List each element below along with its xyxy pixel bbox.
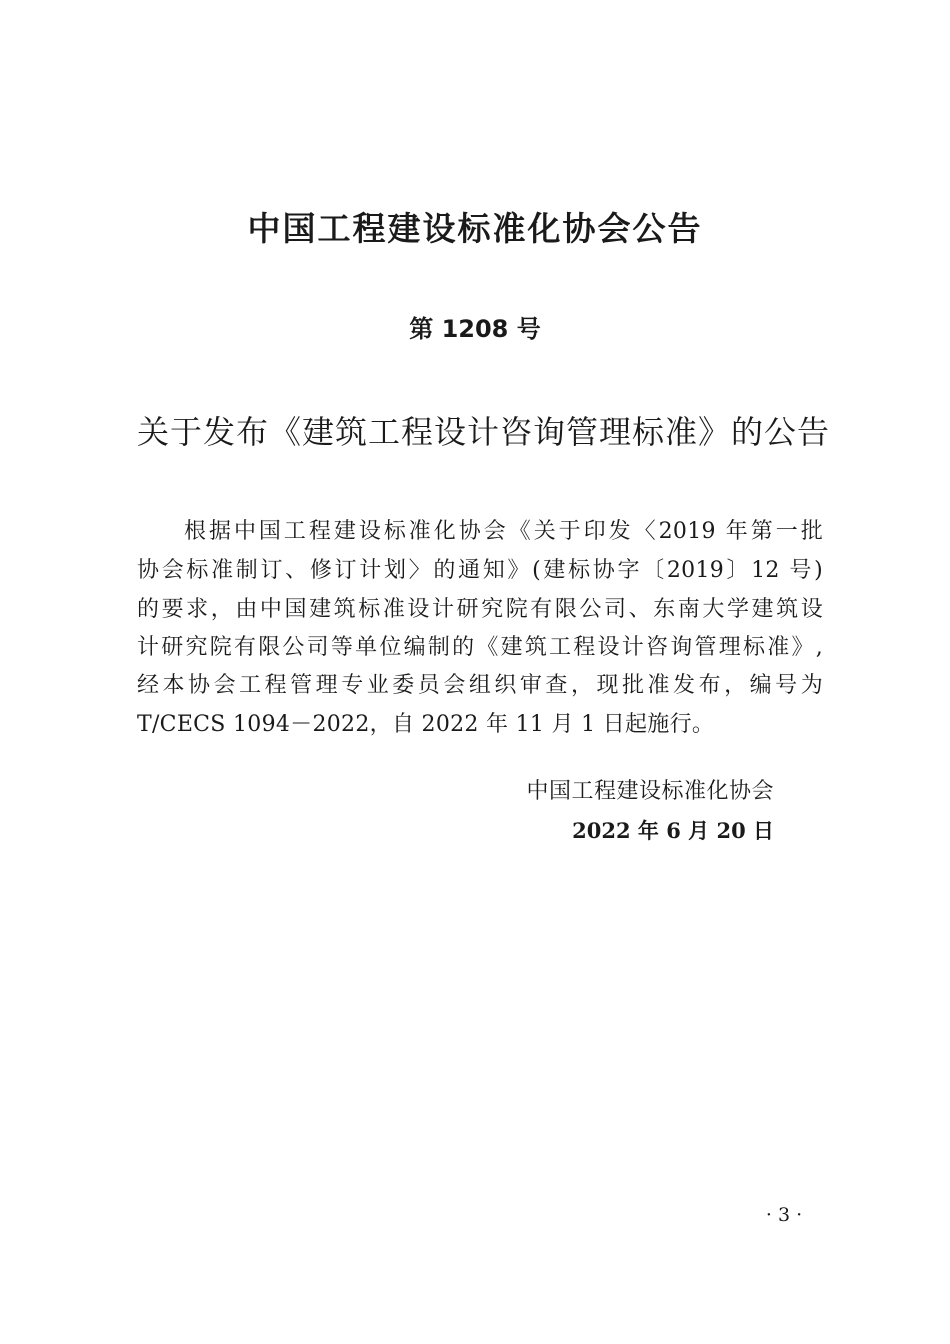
body-line: 经本协会工程管理专业委员会组织审查，现批准发布，编号为 (137, 673, 823, 698)
notice-subject: 关于发布《建筑工程设计咨询管理标准》的公告 (137, 413, 831, 451)
signature-date: 2022 年 6 月 20 日 (572, 818, 774, 843)
body-line: 根据中国工程建设标准化协会《关于印发〈2019 年第一批 (184, 519, 823, 544)
body-line: 的要求，由中国建筑标准设计研究院有限公司、东南大学建筑设 (137, 597, 823, 622)
body-line: 协会标准制订、修订计划〉的通知》(建标协字〔2019〕12 号) (137, 558, 823, 583)
signature-org: 中国工程建设标准化协会 (526, 779, 774, 804)
body-line: T/CECS 1094－2022，自 2022 年 11 月 1 日起施行。 (137, 712, 715, 737)
page-number: · 3 · (765, 1204, 803, 1226)
org-title: 中国工程建设标准化协会公告 (247, 209, 703, 248)
body-line: 计研究院有限公司等单位编制的《建筑工程设计咨询管理标准》, (137, 635, 823, 660)
notice-number: 第 1208 号 (409, 315, 541, 343)
